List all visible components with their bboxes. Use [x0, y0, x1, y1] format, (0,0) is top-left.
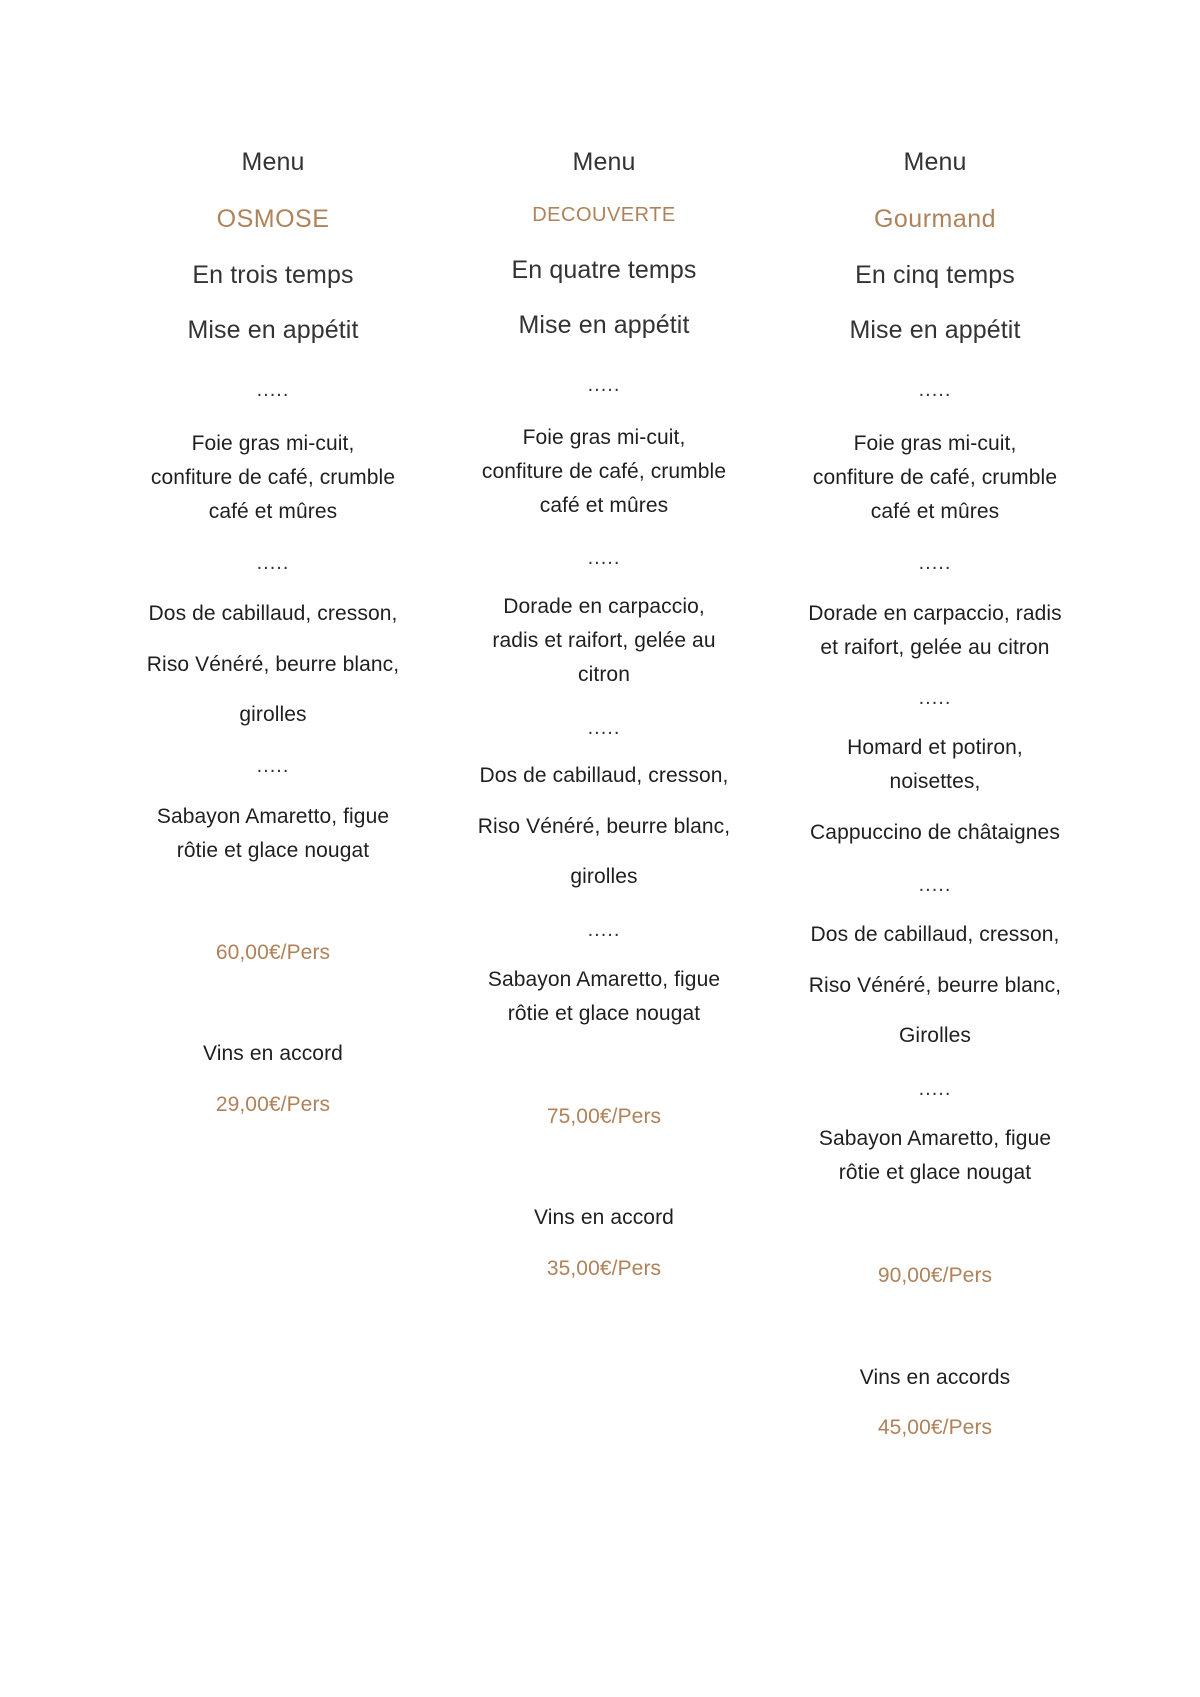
- dish-line: confiture de café, crumble: [150, 466, 396, 489]
- separator: .....: [918, 552, 952, 574]
- dessert-line: rôtie et glace nougat: [838, 1161, 1032, 1184]
- dessert-line: Sabayon Amaretto, figue: [487, 968, 721, 991]
- dish-line: Cappuccino de châtaignes: [810, 821, 1060, 844]
- dish-line: Dos de cabillaud, cresson,: [479, 764, 729, 787]
- dish-line: Foie gras mi-cuit,: [191, 432, 355, 455]
- dish-line: Dos de cabillaud, cresson,: [810, 923, 1060, 946]
- dish-line: Dorade en carpaccio,: [503, 595, 705, 618]
- dish-line: Foie gras mi-cuit,: [853, 432, 1017, 455]
- separator: .....: [587, 547, 621, 569]
- separator: .....: [918, 379, 952, 401]
- dessert-line: rôtie et glace nougat: [176, 839, 370, 862]
- dish-line: confiture de café, crumble: [481, 460, 727, 483]
- menu-courses: En cinq temps: [855, 261, 1015, 289]
- dish-line: Foie gras mi-cuit,: [522, 426, 686, 449]
- dessert-line: Sabayon Amaretto, figue: [156, 805, 390, 828]
- menu-price: 75,00€/Pers: [546, 1105, 662, 1128]
- separator: .....: [256, 552, 290, 574]
- separator: .....: [256, 755, 290, 777]
- wine-label: Vins en accord: [534, 1206, 674, 1229]
- wine-price: 35,00€/Pers: [546, 1257, 662, 1280]
- dish-line: Dorade en carpaccio, radis: [808, 602, 1062, 625]
- separator: .....: [587, 717, 621, 739]
- dish-line: Dos de cabillaud, cresson,: [148, 602, 398, 625]
- menu-price: 90,00€/Pers: [877, 1264, 993, 1287]
- dish-line: confiture de café, crumble: [812, 466, 1058, 489]
- menu-name: OSMOSE: [216, 205, 330, 233]
- menu-heading: Menu: [241, 148, 305, 176]
- separator: .....: [918, 874, 952, 896]
- dish-line: Riso Vénéré, beurre blanc,: [477, 815, 731, 838]
- separator: .....: [918, 1078, 952, 1100]
- menu-starter: Mise en appétit: [187, 316, 359, 344]
- dish-line: Girolles: [899, 1024, 971, 1047]
- dish-line: Riso Vénéré, beurre blanc,: [146, 653, 400, 676]
- menu-name: DECOUVERTE: [532, 204, 676, 226]
- wine-label: Vins en accord: [203, 1042, 343, 1065]
- menu-courses: En trois temps: [192, 261, 354, 289]
- separator: .....: [918, 687, 952, 709]
- dish-line: et raifort, gelée au citron: [820, 636, 1050, 659]
- menu-heading: Menu: [572, 148, 636, 176]
- dish-line: radis et raifort, gelée au: [492, 629, 716, 652]
- dish-line: noisettes,: [889, 770, 981, 793]
- separator: .....: [587, 919, 621, 941]
- dish-line: Riso Vénéré, beurre blanc,: [808, 974, 1062, 997]
- dessert-line: Sabayon Amaretto, figue: [818, 1127, 1052, 1150]
- menu-starter: Mise en appétit: [518, 311, 690, 339]
- dish-line: café et mûres: [870, 500, 1000, 523]
- dish-line: Homard et potiron,: [847, 736, 1023, 759]
- menu-price: 60,00€/Pers: [215, 941, 331, 964]
- dish-line: citron: [578, 663, 630, 686]
- dish-line: café et mûres: [539, 494, 669, 517]
- menu-courses: En quatre temps: [511, 256, 697, 284]
- wine-label: Vins en accords: [859, 1366, 1011, 1389]
- separator: .....: [256, 379, 290, 401]
- wine-price: 29,00€/Pers: [215, 1093, 331, 1116]
- dish-line: café et mûres: [208, 500, 338, 523]
- menu-starter: Mise en appétit: [849, 316, 1021, 344]
- menu-heading: Menu: [903, 148, 967, 176]
- dish-line: girolles: [570, 865, 638, 888]
- menu-name: Gourmand: [873, 205, 997, 233]
- dessert-line: rôtie et glace nougat: [507, 1002, 701, 1025]
- separator: .....: [587, 374, 621, 396]
- wine-price: 45,00€/Pers: [877, 1416, 993, 1439]
- dish-line: girolles: [239, 703, 307, 726]
